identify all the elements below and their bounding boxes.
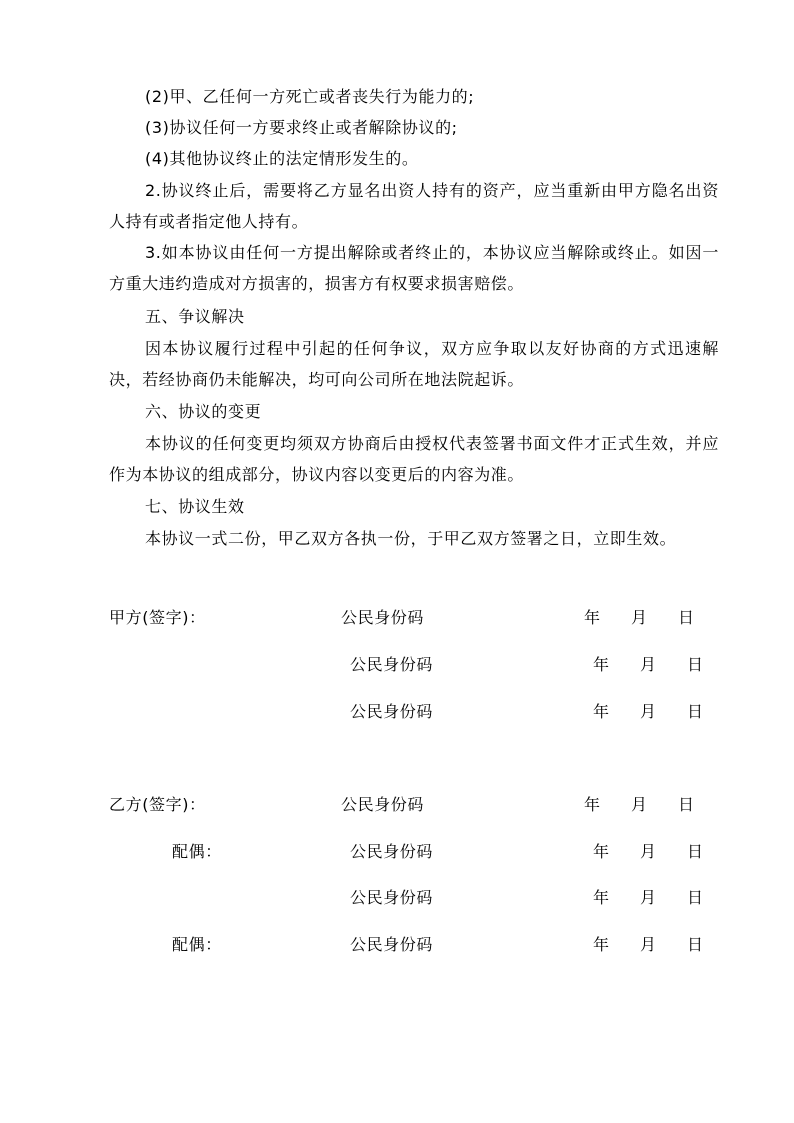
month-label: 月	[631, 795, 648, 814]
clause-dispute-resolution: 因本协议履行过程中引起的任何争议，双方应争取以友好协商的方式迅速解决，若经协商仍未能解决，均可向公司所在地法院起诉。	[109, 339, 719, 389]
day-label: 日	[687, 702, 704, 721]
day-label: 日	[687, 655, 704, 674]
id-label: 公民身份码	[341, 795, 425, 814]
day-label: 日	[687, 842, 704, 861]
id-label: 公民身份码	[350, 888, 434, 907]
year-label: 年	[593, 935, 610, 954]
year-label: 年	[593, 655, 610, 674]
clause-amendment: 本协议的任何变更均须双方协商后由授权代表签署书面文件才正式生效，并应作为本协议的组成部分，协议内容以变更后的内容为准。	[109, 434, 719, 484]
clause-asset-transfer: 2.协议终止后，需要将乙方显名出资人持有的资产，应当重新由甲方隐名出资人持有或者指定他人持有。	[109, 181, 719, 231]
party-b-label: 乙方(签字)：	[109, 795, 206, 814]
clause-effect: 本协议一式二份，甲乙双方各执一份，于甲乙双方签署之日，立即生效。	[145, 529, 677, 548]
day-label: 日	[687, 888, 704, 907]
section-heading-effect: 七、协议生效	[145, 497, 245, 516]
id-label: 公民身份码	[350, 702, 434, 721]
signature-row-party-b-3	[0, 886, 794, 910]
signature-row-party-b	[0, 793, 794, 817]
clause-3-termination-request: (3)协议任何一方要求终止或者解除协议的;	[145, 118, 458, 137]
signature-row-party-a-2	[0, 653, 794, 677]
party-a-label: 甲方(签字)：	[109, 608, 206, 627]
clause-2-death: (2)甲、乙任何一方死亡或者丧失行为能力的;	[145, 87, 475, 106]
year-label: 年	[584, 795, 601, 814]
signature-row-party-a-3	[0, 700, 794, 724]
year-label: 年	[593, 842, 610, 861]
section-heading-amendment: 六、协议的变更	[145, 402, 262, 421]
signature-row-spouse-1	[0, 840, 794, 864]
id-label: 公民身份码	[350, 842, 434, 861]
id-label: 公民身份码	[341, 608, 425, 627]
clause-4-other-legal: (4)其他协议终止的法定情形发生的。	[145, 149, 419, 168]
clause-breach-damages: 3.如本协议由任何一方提出解除或者终止的，本协议应当解除或终止。如因一方重大违约造成对方损害的，损害方有权要求损害赔偿。	[109, 243, 719, 293]
month-label: 月	[640, 935, 657, 954]
signature-row-party-a	[0, 606, 794, 630]
year-label: 年	[584, 608, 601, 627]
spouse-label: 配偶：	[172, 842, 222, 861]
month-label: 月	[640, 842, 657, 861]
month-label: 月	[640, 888, 657, 907]
id-label: 公民身份码	[350, 935, 434, 954]
month-label: 月	[631, 608, 648, 627]
day-label: 日	[678, 608, 695, 627]
section-heading-dispute: 五、争议解决	[145, 307, 245, 326]
signature-row-spouse-2	[0, 933, 794, 957]
spouse-label: 配偶：	[172, 935, 222, 954]
month-label: 月	[640, 655, 657, 674]
year-label: 年	[593, 888, 610, 907]
day-label: 日	[678, 795, 695, 814]
id-label: 公民身份码	[350, 655, 434, 674]
year-label: 年	[593, 702, 610, 721]
month-label: 月	[640, 702, 657, 721]
day-label: 日	[687, 935, 704, 954]
